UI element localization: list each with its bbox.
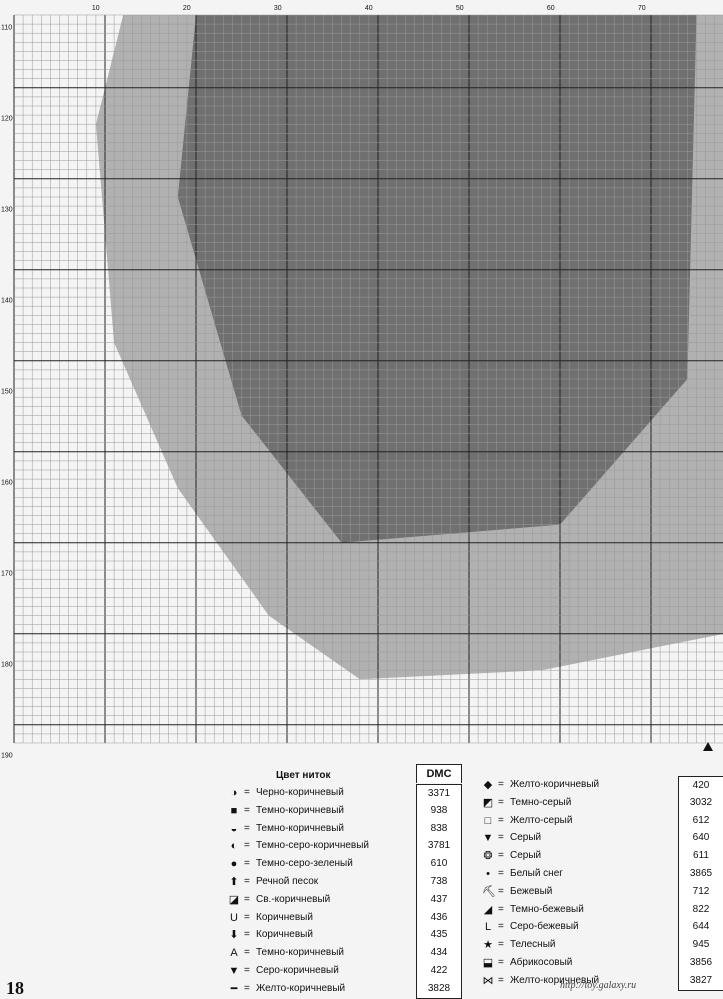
thread-color-name: Темно-коричневый [256,822,344,834]
dmc-code: 945 [678,936,723,955]
equals-sign: = [498,779,504,790]
grid-lines [14,15,723,743]
legend-row [228,962,460,980]
equals-sign: = [244,875,250,887]
dmc-code: 3856 [678,954,723,973]
equals-sign: = [244,822,250,834]
row-number-label: 130 [1,206,13,214]
legend-row [482,794,722,812]
stitch-symbol-icon: ━ [230,982,238,995]
stitch-symbol-icon: L [484,921,492,934]
thread-color-name: Желто-коричневый [510,974,600,986]
thread-color-name: Св.-коричневый [256,893,331,905]
legend-title: Цвет ниток [276,770,331,781]
dmc-code: 640 [678,829,723,848]
dmc-code: 644 [678,918,723,937]
watermark-url: http://toy.galaxy.ru [560,980,637,991]
thread-color-name: Темно-коричневый [256,804,344,816]
color-legend [228,764,718,996]
stitch-symbol-icon: • [486,867,490,880]
legend-row [482,865,722,883]
legend-row [228,802,460,820]
legend-row [482,829,722,847]
thread-color-name: Белый снег [510,867,563,879]
equals-sign: = [498,921,504,933]
equals-sign: = [244,858,250,870]
dmc-code: 938 [416,802,462,821]
thread-color-name: Коричневый [256,911,313,923]
column-number-label: 60 [546,5,555,12]
stitch-symbol-icon: ⛏ [482,885,496,898]
dmc-code: 610 [416,855,462,874]
dmc-code: 3827 [678,972,723,991]
equals-sign: = [244,982,250,994]
stitch-symbol-icon: ◑ [230,787,238,799]
thread-color-name: Темно-серо-зеленый [256,858,353,870]
equals-sign: = [498,885,504,897]
dmc-code: 612 [678,812,723,831]
row-number-label: 140 [1,297,13,305]
dmc-code: 611 [678,847,723,866]
thread-color-name: Желто-коричневый [510,779,600,790]
legend-row [228,837,460,855]
page-number: 18 [6,978,24,998]
thread-color-name: Темно-коричневый [256,947,344,959]
thread-color-name: Речной песок [256,875,319,887]
legend-row [228,820,460,838]
legend-row [482,936,722,954]
stitch-symbol-icon: ⬇ [229,929,239,942]
equals-sign: = [244,804,250,816]
legend-row [482,847,722,865]
equals-sign: = [244,893,250,905]
thread-color-name: Темно-бежевый [510,903,584,915]
thread-color-name: Желто-серый [510,814,573,826]
equals-sign: = [498,939,504,951]
thread-color-name: Серый [510,850,542,862]
thread-color-name: Бежевый [510,885,553,897]
legend-row [482,812,722,830]
equals-sign: = [498,832,504,844]
legend-row [228,891,460,909]
stitch-symbol-icon: ◐ [230,840,238,853]
stitch-symbol-icon: ◆ [483,779,493,791]
stitch-symbol-icon: A [230,947,238,960]
equals-sign: = [498,850,504,862]
thread-color-name: Коричневый [256,929,313,941]
equals-sign: = [244,840,250,852]
stitch-symbol-icon: ◢ [483,903,493,916]
dmc-code: 434 [416,944,462,963]
stitch-symbol-icon: ⬆ [229,875,239,888]
stitch-symbol-icon: ◪ [228,893,240,906]
column-number-label: 40 [364,5,373,12]
thread-color-name: Желто-коричневый [256,982,346,994]
row-number-label: 180 [1,661,13,669]
equals-sign: = [498,867,504,879]
thread-color-name: Телесный [510,939,556,951]
row-number-label: 190 [1,752,13,760]
dmc-code: 738 [416,873,462,892]
legend-row [482,901,722,919]
stitch-symbol-icon: ❂ [483,850,493,863]
equals-sign: = [244,929,250,941]
dmc-code: 422 [416,962,462,981]
dmc-code: 3781 [416,837,462,856]
stitch-symbol-icon: ■ [230,804,238,817]
equals-sign: = [498,903,504,915]
legend-row [482,883,722,901]
thread-color-name: Серый [510,832,542,844]
stitch-symbol-icon: ★ [483,939,493,952]
stitch-symbol-icon: ▼ [482,832,494,845]
row-number-label: 170 [1,570,13,578]
equals-sign: = [244,947,250,959]
dmc-code: 3032 [678,794,723,813]
stitch-symbol-icon: ▼ [228,964,240,977]
dmc-code: 3371 [416,784,462,804]
legend-row [228,980,460,998]
legend-row [228,926,460,944]
column-number-label: 30 [273,5,282,12]
dmc-code: 712 [678,883,723,902]
row-number-label: 150 [1,388,13,396]
thread-color-name: Абрикосовый [510,956,573,968]
stitch-symbol-icon: ◩ [482,796,494,809]
legend-row [482,954,722,972]
stitch-symbol-icon: ● [230,858,238,871]
thread-color-name: Серо-коричневый [256,964,339,976]
column-number-label: 10 [91,5,100,12]
dmc-header: DMC [416,764,462,783]
dmc-code: 3828 [416,980,462,999]
legend-row [228,909,460,927]
column-number-label: 20 [182,5,191,12]
thread-color-name: Черно-коричневый [256,787,344,798]
dmc-code: 420 [678,776,723,796]
dmc-code: 437 [416,891,462,910]
row-number-label: 160 [1,479,13,487]
stitch-symbol-icon: ⬓ [482,956,494,969]
legend-left-column [228,764,460,998]
equals-sign: = [498,814,504,826]
stitch-symbol-icon: ◒ [230,822,238,835]
center-arrow-marker [703,742,713,751]
equals-sign: = [498,956,504,968]
equals-sign: = [244,787,250,798]
legend-row [228,873,460,891]
stitch-symbol-icon: ⋈ [482,974,494,987]
legend-row [228,855,460,873]
dmc-code: 822 [678,901,723,920]
equals-sign: = [498,796,504,808]
dmc-code: 3865 [678,865,723,884]
stitch-symbol-icon: U [230,911,238,924]
equals-sign: = [498,974,504,986]
dmc-code: 436 [416,909,462,928]
equals-sign: = [244,964,250,976]
dmc-code: 435 [416,926,462,945]
row-number-label: 110 [1,24,13,32]
legend-right-column [482,764,722,990]
column-number-label: 70 [637,5,646,12]
legend-row [482,776,722,794]
row-number-label: 120 [1,115,13,123]
thread-color-name: Серо-бежевый [510,921,579,933]
equals-sign: = [244,911,250,923]
legend-row [228,784,460,802]
stitch-symbol-icon: □ [484,814,492,827]
column-number-label: 50 [455,5,464,12]
legend-row [482,918,722,936]
dmc-code: 838 [416,820,462,839]
thread-color-name: Темно-серый [510,796,572,808]
thread-color-name: Темно-серо-коричневый [256,840,369,852]
legend-row [228,944,460,962]
